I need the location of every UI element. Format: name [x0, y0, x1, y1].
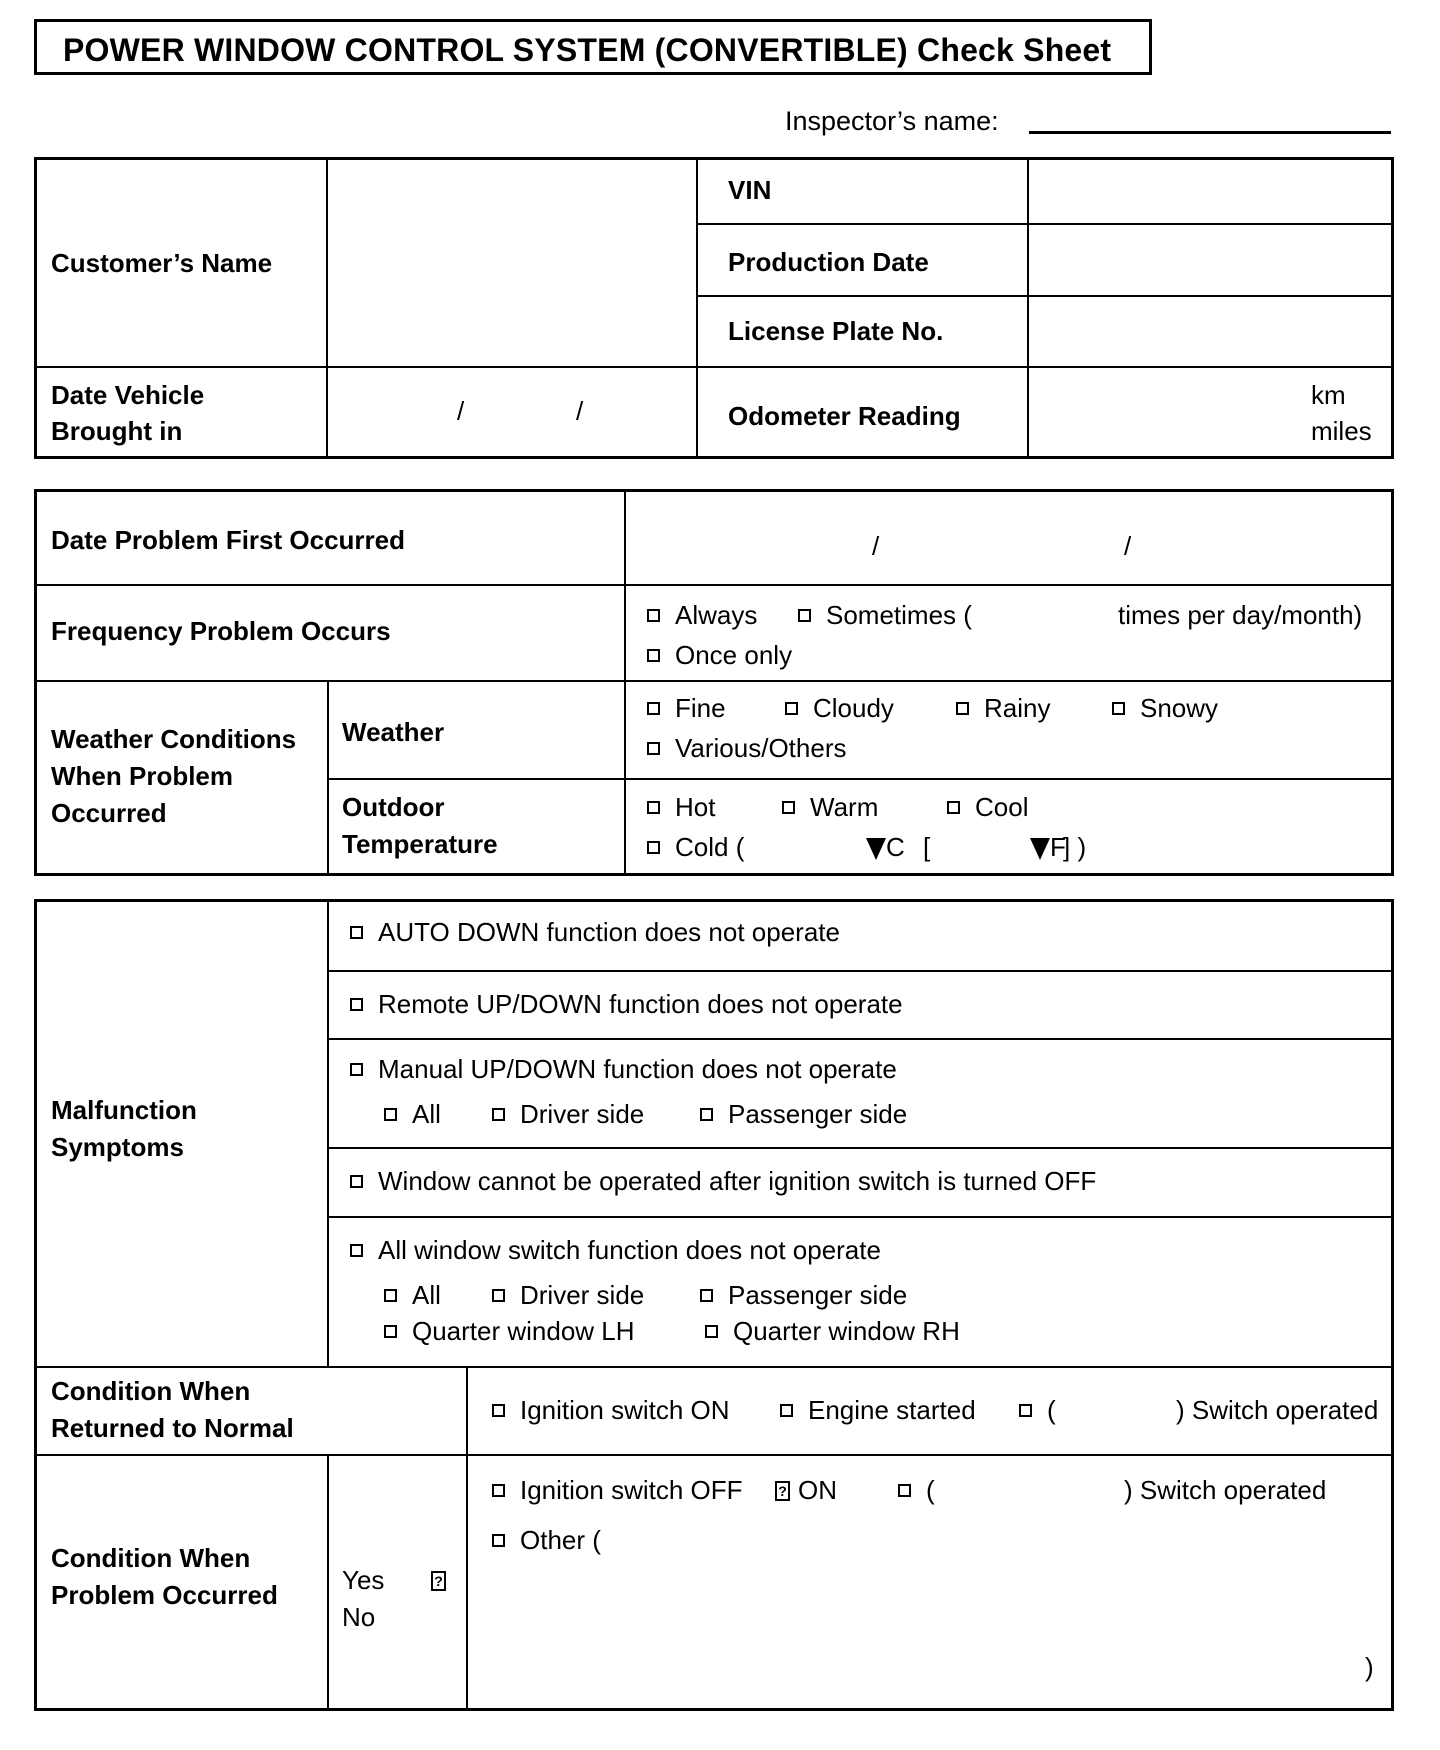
date-slash-2: /: [576, 396, 584, 426]
page-title: POWER WINDOW CONTROL SYSTEM (CONVERTIBLE) Check Sheet: [63, 32, 1112, 68]
checkbox-manual-passenger[interactable]: [700, 1108, 713, 1121]
checkbox-ignition-on[interactable]: [492, 1404, 505, 1417]
no-label: No: [342, 1602, 376, 1632]
symptom-ignition-off[interactable]: Window cannot be operated after ignition switch is turned OFF: [350, 1163, 1096, 1200]
temp-cool-option[interactable]: Cool: [947, 789, 1028, 826]
freq-sometimes-option[interactable]: Sometimes (: [798, 597, 972, 634]
checkbox-occurred-switch[interactable]: [898, 1484, 911, 1497]
checkbox-always[interactable]: [647, 609, 660, 622]
bracket-open: [: [923, 832, 931, 862]
checkbox-auto-down[interactable]: [350, 926, 363, 939]
weather-cond-label-line3: Occurred: [51, 798, 167, 828]
checkbox-quarter-lh[interactable]: [384, 1325, 397, 1338]
switch-driver-option[interactable]: Driver side: [492, 1277, 644, 1314]
date-problem-first-label: Date Problem First Occurred: [51, 525, 405, 555]
normal-label-line2: Returned to Normal: [51, 1413, 294, 1443]
weather-rainy-option[interactable]: Rainy: [956, 690, 1050, 727]
symptom-remote[interactable]: Remote UP/DOWN function does not operate: [350, 986, 903, 1023]
checkbox-switch-all[interactable]: [384, 1289, 397, 1302]
checkbox-other[interactable]: [492, 1534, 505, 1547]
switch-passenger-option[interactable]: Passenger side: [700, 1277, 907, 1314]
fahrenheit-unit: F: [1030, 829, 1066, 866]
occurred-ignition-option[interactable]: Ignition switch OFF: [492, 1472, 743, 1509]
checkbox-manual-all[interactable]: [384, 1108, 397, 1121]
weather-cloudy-option[interactable]: Cloudy: [785, 690, 894, 727]
checkbox-once[interactable]: [647, 649, 660, 662]
checkbox-cool[interactable]: [947, 801, 960, 814]
symptom-manual[interactable]: Manual UP/DOWN function does not operate: [350, 1051, 897, 1088]
manual-driver-option[interactable]: Driver side: [492, 1096, 644, 1133]
degree-icon: [866, 838, 886, 860]
degree-icon: [1030, 838, 1050, 860]
quarter-rh-option[interactable]: Quarter window RH: [705, 1313, 960, 1350]
checkbox-snowy[interactable]: [1112, 702, 1125, 715]
normal-engine-started-option[interactable]: Engine started: [780, 1392, 976, 1429]
date-slash-1: /: [457, 396, 465, 426]
km-unit: km: [1311, 380, 1346, 410]
weather-snowy-option[interactable]: Snowy: [1112, 690, 1218, 727]
odometer-label: Odometer Reading: [728, 401, 961, 431]
checkbox-warm[interactable]: [782, 801, 795, 814]
times-per-label: times per day/month): [1118, 600, 1363, 630]
malfunction-label-line1: Malfunction: [51, 1095, 197, 1125]
weather-cond-label-line1: Weather Conditions: [51, 724, 297, 754]
symptom-auto-down[interactable]: AUTO DOWN function does not operate: [350, 914, 840, 951]
outdoor-temp-label-line1: Outdoor: [342, 792, 445, 822]
symptom-all-switch[interactable]: All window switch function does not operate: [350, 1232, 881, 1269]
occurred-switch-operated: ) Switch operated: [1124, 1475, 1327, 1505]
checkbox-hot[interactable]: [647, 801, 660, 814]
bracket-close: ] ): [1063, 832, 1087, 862]
temp-warm-option[interactable]: Warm: [782, 789, 878, 826]
frequency-label: Frequency Problem Occurs: [51, 616, 391, 646]
checkbox-remote[interactable]: [350, 998, 363, 1011]
problem-date-slash-2: /: [1124, 531, 1132, 561]
checkbox-various[interactable]: [647, 742, 660, 755]
normal-ignition-on-option[interactable]: Ignition switch ON: [492, 1392, 730, 1429]
checkbox-manual[interactable]: [350, 1063, 363, 1076]
yes-label: Yes: [342, 1565, 385, 1595]
weather-cond-label-line2: When Problem: [51, 761, 234, 791]
title-box: [34, 19, 1152, 75]
temp-hot-option[interactable]: Hot: [647, 789, 715, 826]
license-plate-label: License Plate No.: [728, 316, 944, 346]
manual-all-option[interactable]: All: [384, 1096, 441, 1133]
occurred-label-line2: Problem Occurred: [51, 1580, 278, 1610]
temp-cold-option[interactable]: Cold (: [647, 829, 744, 866]
on-label: ON: [798, 1475, 837, 1505]
checkbox-manual-driver[interactable]: [492, 1108, 505, 1121]
weather-various-option[interactable]: Various/Others: [647, 730, 846, 767]
inspector-name-field[interactable]: [1029, 131, 1391, 134]
checkbox-switch-passenger[interactable]: [700, 1289, 713, 1302]
checkbox-fine[interactable]: [647, 702, 660, 715]
problem-date-slash-1: /: [872, 531, 880, 561]
checkbox-normal-switch[interactable]: [1019, 1404, 1032, 1417]
checkbox-all-switch[interactable]: [350, 1244, 363, 1257]
date-brought-label-line1: Date Vehicle: [51, 380, 205, 410]
manual-passenger-option[interactable]: Passenger side: [700, 1096, 907, 1133]
malfunction-label-line2: Symptoms: [51, 1132, 184, 1162]
checkbox-sometimes[interactable]: [798, 609, 811, 622]
outdoor-temp-label-line2: Temperature: [342, 829, 498, 859]
freq-once-option[interactable]: Once only: [647, 637, 792, 674]
vin-label: VIN: [728, 175, 772, 205]
switch-all-option[interactable]: All: [384, 1277, 441, 1314]
miles-unit: miles: [1311, 416, 1372, 446]
occurred-label-line1: Condition When: [51, 1543, 251, 1573]
normal-switch-operated: ) Switch operated: [1176, 1395, 1379, 1425]
checkbox-rainy[interactable]: [956, 702, 969, 715]
normal-switch-option[interactable]: (: [1019, 1392, 1056, 1429]
occurred-switch-option[interactable]: (: [898, 1472, 935, 1509]
arrow-icon: ?: [775, 1481, 790, 1501]
date-brought-label-line2: Brought in: [51, 416, 183, 446]
checkbox-quarter-rh[interactable]: [705, 1325, 718, 1338]
checkbox-ignition-off[interactable]: [350, 1175, 363, 1188]
celsius-unit: C: [866, 829, 905, 866]
weather-label: Weather: [342, 717, 445, 747]
checkbox-cloudy[interactable]: [785, 702, 798, 715]
weather-fine-option[interactable]: Fine: [647, 690, 726, 727]
occurred-other-option[interactable]: Other (: [492, 1522, 601, 1559]
quarter-lh-option[interactable]: Quarter window LH: [384, 1313, 635, 1350]
other-close-paren: ): [1365, 1652, 1374, 1682]
freq-always-option[interactable]: Always: [647, 597, 757, 634]
checkbox-ignition-off-on[interactable]: [492, 1484, 505, 1497]
normal-label-line1: Condition When: [51, 1376, 251, 1406]
production-date-label: Production Date: [728, 247, 929, 277]
arrow-icon: ?: [431, 1571, 446, 1591]
customer-name-label: Customer’s Name: [51, 248, 273, 278]
checkbox-engine-started[interactable]: [780, 1404, 793, 1417]
vehicle-info-table: [34, 157, 1394, 459]
inspector-label: Inspector’s name:: [785, 106, 999, 136]
checkbox-switch-driver[interactable]: [492, 1289, 505, 1302]
checkbox-cold[interactable]: [647, 841, 660, 854]
